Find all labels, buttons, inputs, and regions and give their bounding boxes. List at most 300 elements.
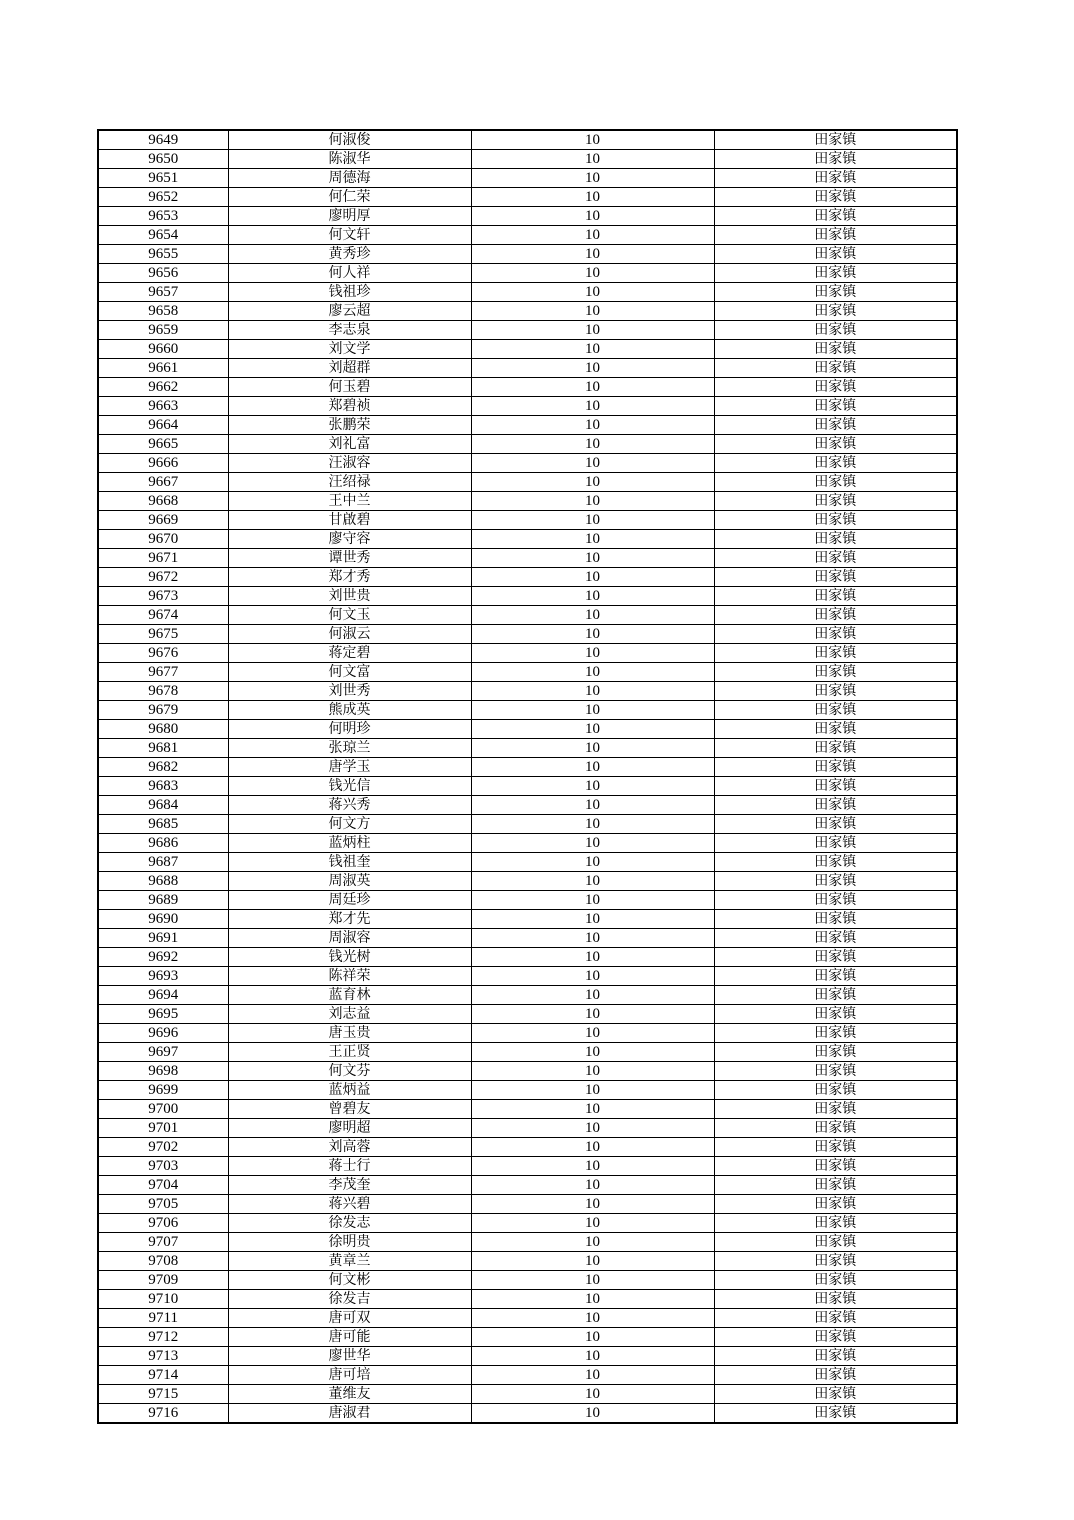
serial-number-cell: 9666 — [98, 454, 228, 473]
town-cell: 田家镇 — [714, 1195, 957, 1214]
serial-number-cell: 9706 — [98, 1214, 228, 1233]
name-cell: 谭世秀 — [228, 549, 471, 568]
table-row — [98, 1176, 957, 1195]
town-cell: 田家镇 — [714, 473, 957, 492]
name-cell: 汪绍禄 — [228, 473, 471, 492]
serial-number-cell: 9687 — [98, 853, 228, 872]
serial-number-cell: 9665 — [98, 435, 228, 454]
serial-number-cell: 9681 — [98, 739, 228, 758]
amount-cell: 10 — [471, 986, 714, 1005]
town-cell: 田家镇 — [714, 644, 957, 663]
amount-cell: 10 — [471, 1081, 714, 1100]
town-cell: 田家镇 — [714, 1138, 957, 1157]
table-row — [98, 1081, 957, 1100]
serial-number-cell: 9672 — [98, 568, 228, 587]
amount-cell: 10 — [471, 1214, 714, 1233]
name-cell: 何文玉 — [228, 606, 471, 625]
town-cell: 田家镇 — [714, 340, 957, 359]
town-cell: 田家镇 — [714, 758, 957, 777]
town-cell: 田家镇 — [714, 891, 957, 910]
table-row — [98, 967, 957, 986]
table-row — [98, 1214, 957, 1233]
name-cell: 唐可能 — [228, 1328, 471, 1347]
table-row — [98, 891, 957, 910]
town-cell: 田家镇 — [714, 492, 957, 511]
name-cell: 刘世贵 — [228, 587, 471, 606]
name-cell: 唐可双 — [228, 1309, 471, 1328]
table-row — [98, 359, 957, 378]
serial-number-cell: 9653 — [98, 207, 228, 226]
amount-cell: 10 — [471, 739, 714, 758]
table-row — [98, 1157, 957, 1176]
town-cell: 田家镇 — [714, 1309, 957, 1328]
amount-cell: 10 — [471, 1005, 714, 1024]
serial-number-cell: 9664 — [98, 416, 228, 435]
table-row — [98, 530, 957, 549]
amount-cell: 10 — [471, 568, 714, 587]
amount-cell: 10 — [471, 1100, 714, 1119]
town-cell: 田家镇 — [714, 853, 957, 872]
name-cell: 刘世秀 — [228, 682, 471, 701]
table-row — [98, 188, 957, 207]
table-row — [98, 1385, 957, 1404]
table-row — [98, 644, 957, 663]
town-cell: 田家镇 — [714, 397, 957, 416]
amount-cell: 10 — [471, 530, 714, 549]
name-cell: 何文轩 — [228, 226, 471, 245]
amount-cell: 10 — [471, 340, 714, 359]
table-row — [98, 302, 957, 321]
town-cell: 田家镇 — [714, 264, 957, 283]
amount-cell: 10 — [471, 150, 714, 169]
town-cell: 田家镇 — [714, 130, 957, 150]
serial-number-cell: 9700 — [98, 1100, 228, 1119]
name-cell: 何文彬 — [228, 1271, 471, 1290]
table-row — [98, 587, 957, 606]
town-cell: 田家镇 — [714, 720, 957, 739]
amount-cell: 10 — [471, 1385, 714, 1404]
amount-cell: 10 — [471, 511, 714, 530]
town-cell: 田家镇 — [714, 511, 957, 530]
town-cell: 田家镇 — [714, 1157, 957, 1176]
serial-number-cell: 9651 — [98, 169, 228, 188]
table-row — [98, 986, 957, 1005]
amount-cell: 10 — [471, 1062, 714, 1081]
amount-cell: 10 — [471, 701, 714, 720]
amount-cell: 10 — [471, 1347, 714, 1366]
town-cell: 田家镇 — [714, 169, 957, 188]
serial-number-cell: 9662 — [98, 378, 228, 397]
amount-cell: 10 — [471, 1195, 714, 1214]
table-row — [98, 245, 957, 264]
serial-number-cell: 9693 — [98, 967, 228, 986]
table-row — [98, 1290, 957, 1309]
table-row — [98, 701, 957, 720]
amount-cell: 10 — [471, 929, 714, 948]
amount-cell: 10 — [471, 796, 714, 815]
serial-number-cell: 9696 — [98, 1024, 228, 1043]
serial-number-cell: 9714 — [98, 1366, 228, 1385]
table-row — [98, 150, 957, 169]
serial-number-cell: 9694 — [98, 986, 228, 1005]
amount-cell: 10 — [471, 416, 714, 435]
amount-cell: 10 — [471, 378, 714, 397]
amount-cell: 10 — [471, 644, 714, 663]
amount-cell: 10 — [471, 1404, 714, 1424]
name-cell: 徐发志 — [228, 1214, 471, 1233]
name-cell: 蓝育林 — [228, 986, 471, 1005]
serial-number-cell: 9680 — [98, 720, 228, 739]
amount-cell: 10 — [471, 758, 714, 777]
serial-number-cell: 9705 — [98, 1195, 228, 1214]
name-cell: 刘文学 — [228, 340, 471, 359]
town-cell: 田家镇 — [714, 378, 957, 397]
table-row — [98, 815, 957, 834]
serial-number-cell: 9699 — [98, 1081, 228, 1100]
table-row — [98, 625, 957, 644]
town-cell: 田家镇 — [714, 1119, 957, 1138]
town-cell: 田家镇 — [714, 625, 957, 644]
town-cell: 田家镇 — [714, 1005, 957, 1024]
serial-number-cell: 9691 — [98, 929, 228, 948]
serial-number-cell: 9679 — [98, 701, 228, 720]
town-cell: 田家镇 — [714, 1271, 957, 1290]
serial-number-cell: 9716 — [98, 1404, 228, 1424]
name-cell: 王中兰 — [228, 492, 471, 511]
table-row — [98, 378, 957, 397]
table-row — [98, 758, 957, 777]
town-cell: 田家镇 — [714, 1290, 957, 1309]
town-cell: 田家镇 — [714, 1043, 957, 1062]
town-cell: 田家镇 — [714, 207, 957, 226]
town-cell: 田家镇 — [714, 739, 957, 758]
table-row — [98, 1005, 957, 1024]
name-cell: 李志泉 — [228, 321, 471, 340]
serial-number-cell: 9671 — [98, 549, 228, 568]
town-cell: 田家镇 — [714, 454, 957, 473]
amount-cell: 10 — [471, 625, 714, 644]
table-row — [98, 1043, 957, 1062]
serial-number-cell: 9690 — [98, 910, 228, 929]
amount-cell: 10 — [471, 283, 714, 302]
serial-number-cell: 9695 — [98, 1005, 228, 1024]
name-cell: 何淑俊 — [228, 130, 471, 150]
name-cell: 蓝炳柱 — [228, 834, 471, 853]
town-cell: 田家镇 — [714, 929, 957, 948]
serial-number-cell: 9689 — [98, 891, 228, 910]
amount-cell: 10 — [471, 663, 714, 682]
amount-cell: 10 — [471, 587, 714, 606]
table-row — [98, 1404, 957, 1424]
name-cell: 蒋士行 — [228, 1157, 471, 1176]
serial-number-cell: 9674 — [98, 606, 228, 625]
table-row — [98, 1328, 957, 1347]
amount-cell: 10 — [471, 226, 714, 245]
town-cell: 田家镇 — [714, 1062, 957, 1081]
serial-number-cell: 9677 — [98, 663, 228, 682]
table-row — [98, 872, 957, 891]
amount-cell: 10 — [471, 264, 714, 283]
table-row — [98, 853, 957, 872]
town-cell: 田家镇 — [714, 1176, 957, 1195]
town-cell: 田家镇 — [714, 1404, 957, 1424]
serial-number-cell: 9676 — [98, 644, 228, 663]
serial-number-cell: 9660 — [98, 340, 228, 359]
name-cell: 何文富 — [228, 663, 471, 682]
table-row — [98, 473, 957, 492]
table-row — [98, 948, 957, 967]
table-row — [98, 1024, 957, 1043]
name-cell: 钱光信 — [228, 777, 471, 796]
serial-number-cell: 9698 — [98, 1062, 228, 1081]
name-cell: 刘礼富 — [228, 435, 471, 454]
table-row — [98, 207, 957, 226]
name-cell: 黄章兰 — [228, 1252, 471, 1271]
name-cell: 甘啟碧 — [228, 511, 471, 530]
name-cell: 唐玉贵 — [228, 1024, 471, 1043]
serial-number-cell: 9701 — [98, 1119, 228, 1138]
serial-number-cell: 9655 — [98, 245, 228, 264]
name-cell: 陈淑华 — [228, 150, 471, 169]
name-cell: 周淑英 — [228, 872, 471, 891]
serial-number-cell: 9652 — [98, 188, 228, 207]
amount-cell: 10 — [471, 130, 714, 150]
table-row — [98, 226, 957, 245]
town-cell: 田家镇 — [714, 1328, 957, 1347]
serial-number-cell: 9649 — [98, 130, 228, 150]
amount-cell: 10 — [471, 777, 714, 796]
town-cell: 田家镇 — [714, 283, 957, 302]
name-cell: 蓝炳益 — [228, 1081, 471, 1100]
table-row — [98, 511, 957, 530]
name-cell: 何淑云 — [228, 625, 471, 644]
table-row — [98, 1195, 957, 1214]
table-row — [98, 777, 957, 796]
amount-cell: 10 — [471, 815, 714, 834]
name-cell: 郑碧祯 — [228, 397, 471, 416]
name-cell: 董维友 — [228, 1385, 471, 1404]
name-cell: 周德海 — [228, 169, 471, 188]
table-row — [98, 169, 957, 188]
town-cell: 田家镇 — [714, 777, 957, 796]
town-cell: 田家镇 — [714, 986, 957, 1005]
table-row — [98, 340, 957, 359]
town-cell: 田家镇 — [714, 834, 957, 853]
name-cell: 蒋定碧 — [228, 644, 471, 663]
name-cell: 汪淑容 — [228, 454, 471, 473]
town-cell: 田家镇 — [714, 1366, 957, 1385]
table-row — [98, 910, 957, 929]
name-cell: 何玉碧 — [228, 378, 471, 397]
town-cell: 田家镇 — [714, 302, 957, 321]
name-cell: 何文芬 — [228, 1062, 471, 1081]
name-cell: 周淑容 — [228, 929, 471, 948]
name-cell: 熊成英 — [228, 701, 471, 720]
amount-cell: 10 — [471, 359, 714, 378]
serial-number-cell: 9713 — [98, 1347, 228, 1366]
name-cell: 徐明贵 — [228, 1233, 471, 1252]
name-cell: 何人祥 — [228, 264, 471, 283]
amount-cell: 10 — [471, 1290, 714, 1309]
serial-number-cell: 9711 — [98, 1309, 228, 1328]
serial-number-cell: 9661 — [98, 359, 228, 378]
table-row — [98, 720, 957, 739]
town-cell: 田家镇 — [714, 815, 957, 834]
table-row — [98, 549, 957, 568]
name-cell: 何文方 — [228, 815, 471, 834]
serial-number-cell: 9709 — [98, 1271, 228, 1290]
serial-number-cell: 9650 — [98, 150, 228, 169]
name-cell: 廖世华 — [228, 1347, 471, 1366]
town-cell: 田家镇 — [714, 682, 957, 701]
serial-number-cell: 9692 — [98, 948, 228, 967]
town-cell: 田家镇 — [714, 435, 957, 454]
name-cell: 唐淑君 — [228, 1404, 471, 1424]
town-cell: 田家镇 — [714, 1081, 957, 1100]
amount-cell: 10 — [471, 492, 714, 511]
name-cell: 蒋兴秀 — [228, 796, 471, 815]
amount-cell: 10 — [471, 1233, 714, 1252]
town-cell: 田家镇 — [714, 1100, 957, 1119]
serial-number-cell: 9657 — [98, 283, 228, 302]
serial-number-cell: 9688 — [98, 872, 228, 891]
serial-number-cell: 9702 — [98, 1138, 228, 1157]
table-row — [98, 1062, 957, 1081]
name-cell: 李茂奎 — [228, 1176, 471, 1195]
serial-number-cell: 9656 — [98, 264, 228, 283]
serial-number-cell: 9704 — [98, 1176, 228, 1195]
amount-cell: 10 — [471, 302, 714, 321]
table-row — [98, 130, 957, 150]
amount-cell: 10 — [471, 1309, 714, 1328]
amount-cell: 10 — [471, 1138, 714, 1157]
amount-cell: 10 — [471, 853, 714, 872]
amount-cell: 10 — [471, 549, 714, 568]
town-cell: 田家镇 — [714, 150, 957, 169]
town-cell: 田家镇 — [714, 701, 957, 720]
table-row — [98, 1366, 957, 1385]
name-cell: 廖明超 — [228, 1119, 471, 1138]
name-cell: 蒋兴碧 — [228, 1195, 471, 1214]
amount-cell: 10 — [471, 1328, 714, 1347]
town-cell: 田家镇 — [714, 549, 957, 568]
roster-table-body — [98, 130, 957, 1423]
town-cell: 田家镇 — [714, 226, 957, 245]
amount-cell: 10 — [471, 435, 714, 454]
table-row — [98, 682, 957, 701]
serial-number-cell: 9708 — [98, 1252, 228, 1271]
amount-cell: 10 — [471, 682, 714, 701]
table-row — [98, 796, 957, 815]
name-cell: 钱光树 — [228, 948, 471, 967]
amount-cell: 10 — [471, 397, 714, 416]
name-cell: 廖云超 — [228, 302, 471, 321]
town-cell: 田家镇 — [714, 188, 957, 207]
town-cell: 田家镇 — [714, 530, 957, 549]
town-cell: 田家镇 — [714, 1214, 957, 1233]
serial-number-cell: 9668 — [98, 492, 228, 511]
amount-cell: 10 — [471, 948, 714, 967]
town-cell: 田家镇 — [714, 1347, 957, 1366]
table-row — [98, 283, 957, 302]
amount-cell: 10 — [471, 1157, 714, 1176]
town-cell: 田家镇 — [714, 967, 957, 986]
amount-cell: 10 — [471, 207, 714, 226]
serial-number-cell: 9697 — [98, 1043, 228, 1062]
table-row — [98, 739, 957, 758]
name-cell: 陈祥荣 — [228, 967, 471, 986]
town-cell: 田家镇 — [714, 359, 957, 378]
table-row — [98, 435, 957, 454]
serial-number-cell: 9710 — [98, 1290, 228, 1309]
name-cell: 唐可培 — [228, 1366, 471, 1385]
table-row — [98, 492, 957, 511]
table-row — [98, 321, 957, 340]
name-cell: 张鹏荣 — [228, 416, 471, 435]
table-row — [98, 834, 957, 853]
name-cell: 廖明厚 — [228, 207, 471, 226]
table-row — [98, 264, 957, 283]
amount-cell: 10 — [471, 967, 714, 986]
town-cell: 田家镇 — [714, 587, 957, 606]
name-cell: 钱祖奎 — [228, 853, 471, 872]
serial-number-cell: 9675 — [98, 625, 228, 644]
amount-cell: 10 — [471, 910, 714, 929]
serial-number-cell: 9678 — [98, 682, 228, 701]
amount-cell: 10 — [471, 834, 714, 853]
table-row — [98, 1100, 957, 1119]
name-cell: 周廷珍 — [228, 891, 471, 910]
name-cell: 何仁荣 — [228, 188, 471, 207]
town-cell: 田家镇 — [714, 1385, 957, 1404]
name-cell: 刘高蓉 — [228, 1138, 471, 1157]
town-cell: 田家镇 — [714, 568, 957, 587]
amount-cell: 10 — [471, 1176, 714, 1195]
serial-number-cell: 9703 — [98, 1157, 228, 1176]
amount-cell: 10 — [471, 1119, 714, 1138]
town-cell: 田家镇 — [714, 606, 957, 625]
name-cell: 唐学玉 — [228, 758, 471, 777]
serial-number-cell: 9663 — [98, 397, 228, 416]
amount-cell: 10 — [471, 473, 714, 492]
name-cell: 徐发吉 — [228, 1290, 471, 1309]
serial-number-cell: 9670 — [98, 530, 228, 549]
name-cell: 黄秀珍 — [228, 245, 471, 264]
table-row — [98, 1233, 957, 1252]
amount-cell: 10 — [471, 720, 714, 739]
town-cell: 田家镇 — [714, 416, 957, 435]
roster-table — [97, 129, 958, 1424]
town-cell: 田家镇 — [714, 245, 957, 264]
amount-cell: 10 — [471, 454, 714, 473]
table-row — [98, 568, 957, 587]
amount-cell: 10 — [471, 169, 714, 188]
name-cell: 钱祖珍 — [228, 283, 471, 302]
town-cell: 田家镇 — [714, 872, 957, 891]
name-cell: 王正贤 — [228, 1043, 471, 1062]
amount-cell: 10 — [471, 606, 714, 625]
serial-number-cell: 9654 — [98, 226, 228, 245]
table-row — [98, 1119, 957, 1138]
serial-number-cell: 9685 — [98, 815, 228, 834]
amount-cell: 10 — [471, 891, 714, 910]
amount-cell: 10 — [471, 1252, 714, 1271]
table-row — [98, 1309, 957, 1328]
name-cell: 刘超群 — [228, 359, 471, 378]
name-cell: 张琼兰 — [228, 739, 471, 758]
amount-cell: 10 — [471, 321, 714, 340]
town-cell: 田家镇 — [714, 1252, 957, 1271]
